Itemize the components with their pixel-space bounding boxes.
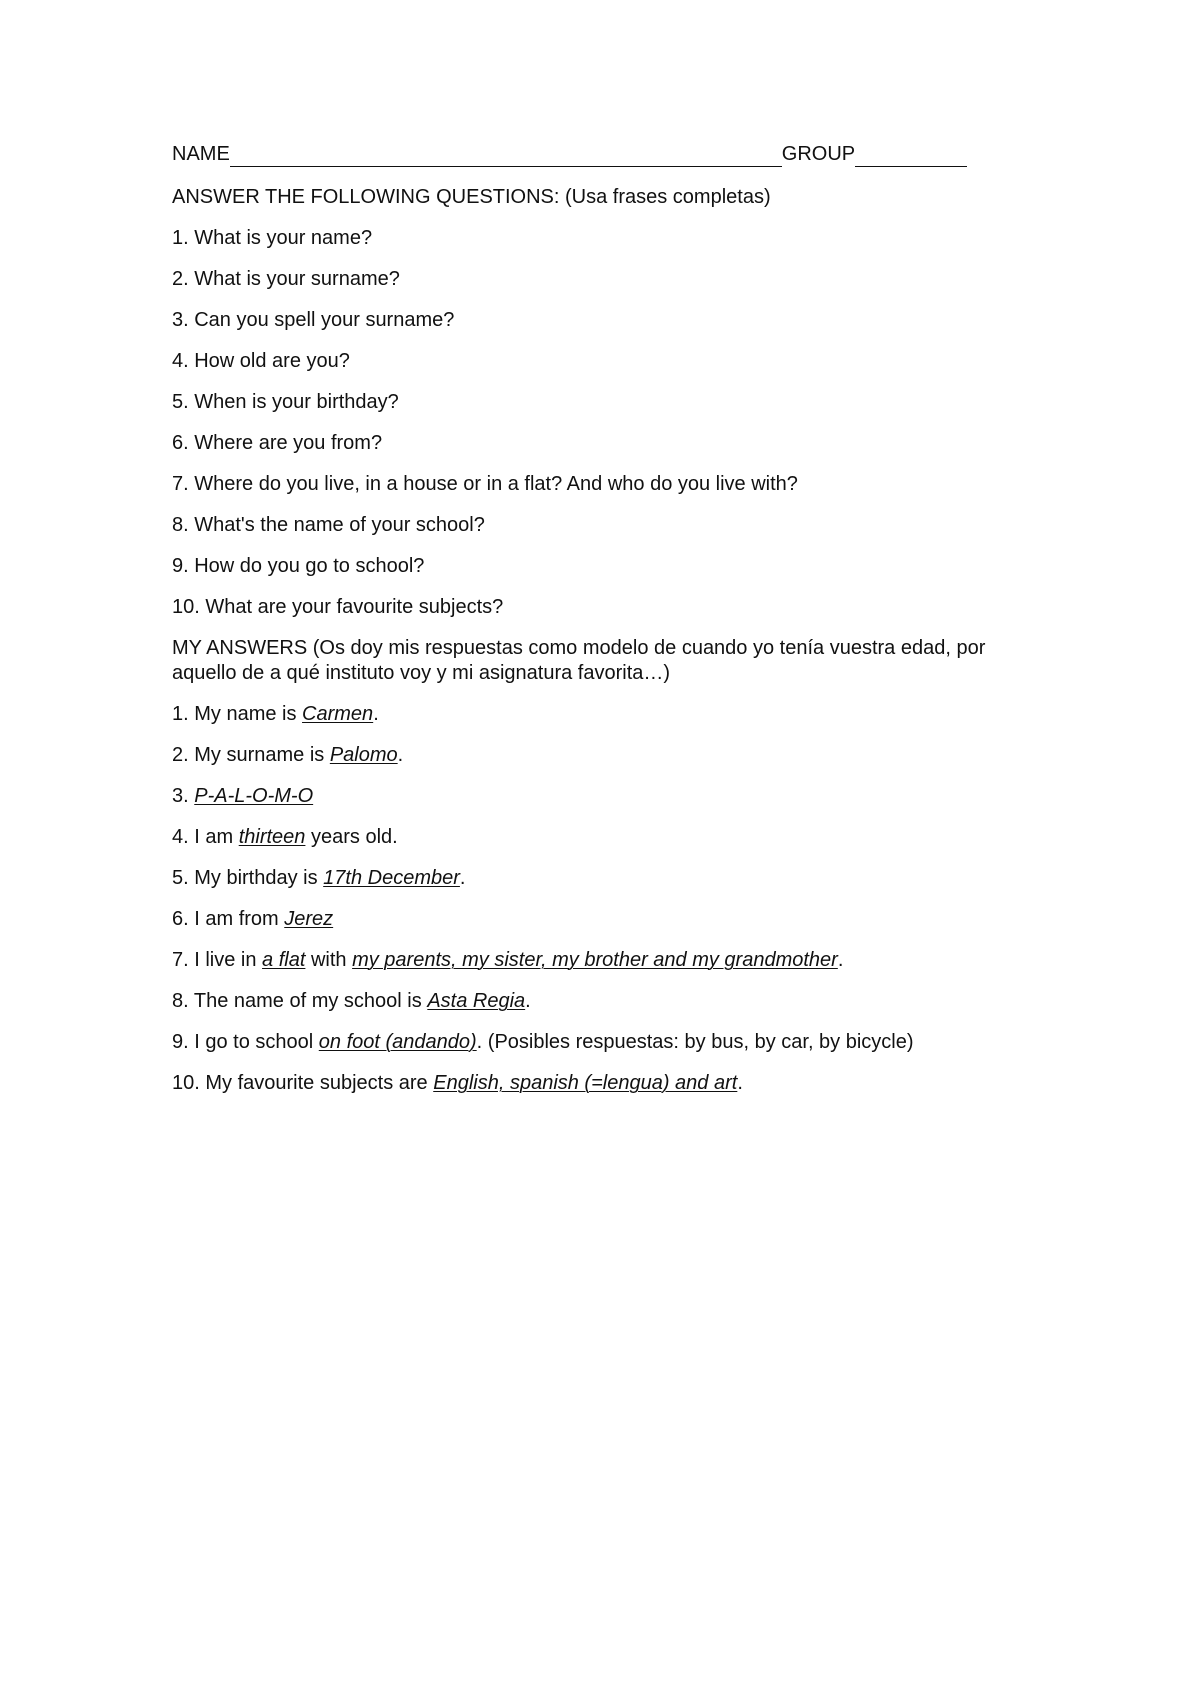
answer-item: [172, 866, 1032, 891]
name-group-line: [172, 142, 1032, 167]
group-blank: [855, 148, 967, 167]
answer-item: [172, 1071, 1032, 1096]
question-item: 10. What are your favourite subjects?: [172, 596, 504, 618]
answer-text: with: [305, 949, 353, 971]
question-item: 4. How old are you?: [172, 350, 350, 372]
answer-item: [172, 702, 1032, 727]
answer-item: [172, 1030, 1032, 1055]
name-blank: [230, 148, 782, 167]
answer-text: 6. I am from: [172, 908, 285, 930]
question-item: 3. Can you spell your surname?: [172, 309, 455, 331]
answer-fill: on foot (andando): [318, 1031, 477, 1053]
answer-text: 9. I go to school: [172, 1031, 319, 1053]
answer-text: 10. My favourite subjects are: [172, 1072, 434, 1094]
question-item: 9. How do you go to school?: [172, 555, 425, 577]
answer-fill: Palomo: [329, 744, 398, 766]
answer-fill: English, spanish (=lengua) and art: [433, 1072, 738, 1094]
answer-text: 4. I am: [172, 826, 239, 848]
group-label: GROUP: [781, 143, 856, 165]
question-item: 7. Where do you live, in a house or in a flat? And who do you live with?: [172, 473, 798, 495]
answer-text: 1. My name is: [172, 703, 303, 725]
answer-fill: P-A-L-O-M-O: [194, 785, 314, 807]
answer-text: .: [737, 1072, 743, 1094]
answer-text: .: [459, 867, 466, 889]
answer-item: [172, 784, 1032, 809]
worksheet-content: [172, 142, 1032, 1112]
answer-text: .: [525, 990, 531, 1012]
answer-fill: a flat: [262, 949, 306, 971]
answer-text: years old.: [305, 826, 398, 848]
answer-fill: Asta Regia: [427, 990, 526, 1012]
answer-fill: Carmen: [302, 703, 374, 725]
answer-text: 2. My surname is: [172, 744, 330, 766]
answer-item: [172, 989, 1032, 1014]
answer-text: .: [397, 744, 404, 766]
instructions: ANSWER THE FOLLOWING QUESTIONS: (Usa frases completas): [172, 186, 771, 208]
question-item: 8. What's the name of your school?: [172, 514, 485, 536]
answer-text: .: [837, 949, 844, 971]
question-item: 1. What is your name?: [172, 227, 373, 249]
answer-item: [172, 948, 1032, 973]
question-item: 2. What is your surname?: [172, 268, 400, 290]
name-label: NAME: [172, 143, 230, 165]
answer-text: 5. My birthday is: [172, 867, 324, 889]
answer-item: [172, 743, 1032, 768]
answers-heading: MY ANSWERS (Os doy mis respuestas como modelo de cuando yo tenía vuestra edad, por aquello de a qué instituto voy y mi asignatura favorita…): [172, 637, 986, 684]
answer-fill: thirteen: [238, 826, 306, 848]
answer-fill: Jerez: [284, 908, 334, 930]
answer-fill: 17th December: [323, 867, 460, 889]
answer-text: 8. The name of my school is: [172, 990, 428, 1012]
question-item: 6. Where are you from?: [172, 432, 383, 454]
answer-text: . (Posibles respuestas: by bus, by car, by bicycle): [476, 1031, 914, 1053]
answer-text: 7. I live in: [172, 949, 263, 971]
answer-text: .: [373, 703, 379, 725]
question-item: 5. When is your birthday?: [172, 391, 399, 413]
answer-item: [172, 825, 1032, 850]
answer-fill: my parents, my sister, my brother and my grandmother: [352, 949, 838, 971]
answer-item: [172, 907, 1032, 932]
answer-text: 3.: [172, 785, 195, 807]
